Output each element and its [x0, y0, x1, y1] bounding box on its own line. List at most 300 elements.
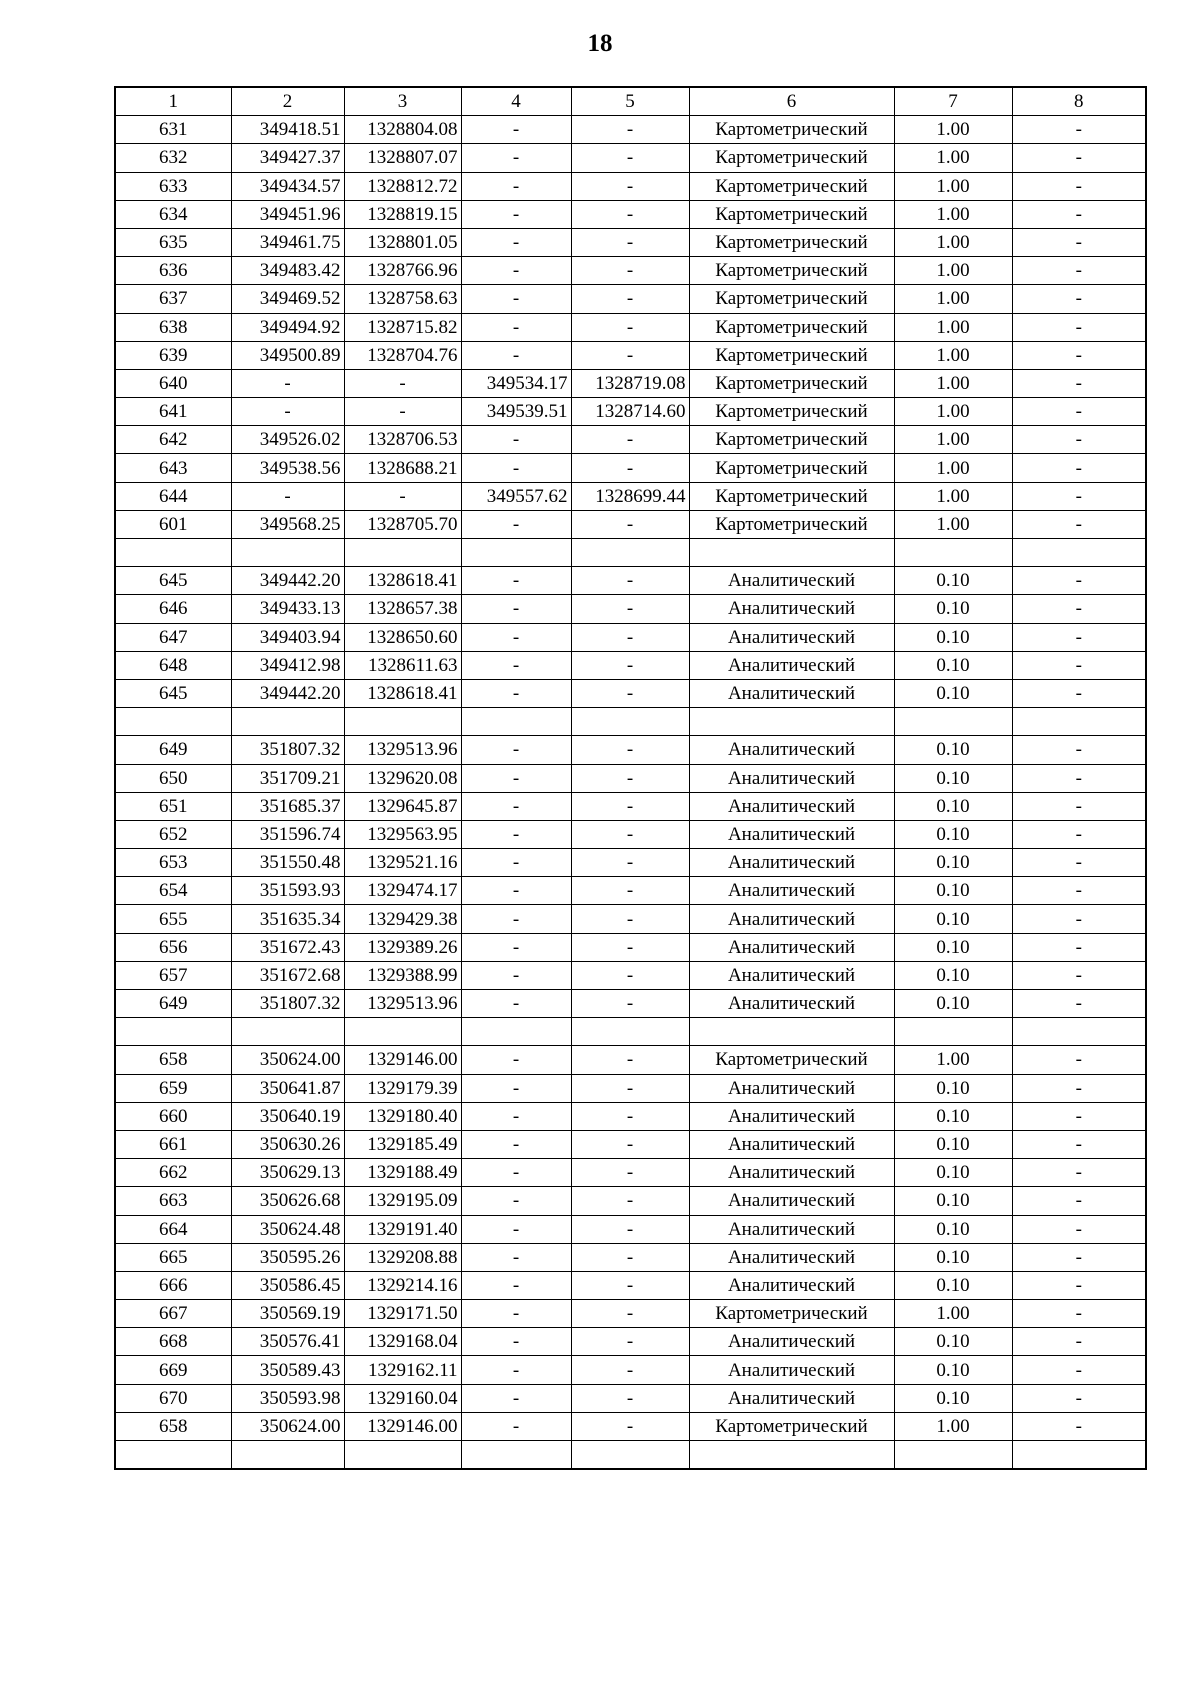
- table-cell: -: [231, 398, 344, 426]
- table-cell: 0.10: [894, 1187, 1012, 1215]
- table-cell: -: [461, 510, 571, 538]
- table-cell: 1.00: [894, 1412, 1012, 1440]
- table-cell: -: [571, 736, 689, 764]
- table-row: [115, 1215, 1146, 1243]
- table-cell: [344, 708, 461, 736]
- table-cell: -: [461, 285, 571, 313]
- table-cell: 349442.20: [231, 679, 344, 707]
- table-row: [115, 1243, 1146, 1271]
- table-cell: 0.10: [894, 1243, 1012, 1271]
- table-cell: 634: [115, 200, 231, 228]
- table-cell: 647: [115, 623, 231, 651]
- table-cell: 0.10: [894, 567, 1012, 595]
- table-cell: [461, 539, 571, 567]
- table-cell: 642: [115, 426, 231, 454]
- table-cell: Картометрический: [689, 172, 894, 200]
- table-cell: [894, 1018, 1012, 1046]
- table-cell: 351807.32: [231, 990, 344, 1018]
- table-cell: [894, 708, 1012, 736]
- table-row: [115, 1412, 1146, 1440]
- page-number: 18: [587, 30, 613, 57]
- table-cell: 0.10: [894, 1215, 1012, 1243]
- table-cell: 0.10: [894, 820, 1012, 848]
- table-cell: 1329160.04: [344, 1384, 461, 1412]
- table-row: [115, 905, 1146, 933]
- table-cell: -: [1012, 172, 1146, 200]
- table-cell: -: [344, 398, 461, 426]
- table-cell: Картометрический: [689, 285, 894, 313]
- table-cell: -: [461, 172, 571, 200]
- table-cell: [231, 708, 344, 736]
- table-cell: -: [1012, 313, 1146, 341]
- table-cell: 0.10: [894, 1271, 1012, 1299]
- table-cell: 650: [115, 764, 231, 792]
- table-row: [115, 341, 1146, 369]
- table-cell: Картометрический: [689, 116, 894, 144]
- table-cell: -: [571, 792, 689, 820]
- table-cell: -: [571, 1300, 689, 1328]
- table-row: [115, 679, 1146, 707]
- table-cell: -: [461, 1300, 571, 1328]
- table-cell: -: [571, 200, 689, 228]
- table-cell: 1.00: [894, 144, 1012, 172]
- table-cell: 1329645.87: [344, 792, 461, 820]
- table-cell: 0.10: [894, 595, 1012, 623]
- table-cell: -: [1012, 398, 1146, 426]
- table-cell: -: [571, 933, 689, 961]
- table-cell: Аналитический: [689, 1243, 894, 1271]
- table-cell: 349434.57: [231, 172, 344, 200]
- table-cell: 656: [115, 933, 231, 961]
- table-cell: 351596.74: [231, 820, 344, 848]
- table-cell: 1328719.08: [571, 369, 689, 397]
- table-cell: 1329563.95: [344, 820, 461, 848]
- table-cell: 641: [115, 398, 231, 426]
- table-cell: -: [461, 651, 571, 679]
- table-cell: [461, 708, 571, 736]
- table-cell: 0.10: [894, 736, 1012, 764]
- table-cell: -: [1012, 1130, 1146, 1158]
- table-cell: 633: [115, 172, 231, 200]
- table-cell: 1328715.82: [344, 313, 461, 341]
- table-cell: -: [571, 764, 689, 792]
- table-cell: 1.00: [894, 426, 1012, 454]
- table-cell: Картометрический: [689, 482, 894, 510]
- column-header: 8: [1012, 87, 1146, 116]
- table-cell: Картометрический: [689, 313, 894, 341]
- table-cell: 0.10: [894, 651, 1012, 679]
- table-cell: -: [461, 1102, 571, 1130]
- table-cell: 1329214.16: [344, 1271, 461, 1299]
- table-cell: [461, 1018, 571, 1046]
- table-cell: 350586.45: [231, 1271, 344, 1299]
- table-cell: Картометрический: [689, 1300, 894, 1328]
- table-cell: Картометрический: [689, 426, 894, 454]
- table-cell: 1.00: [894, 1046, 1012, 1074]
- table-row: [115, 961, 1146, 989]
- table-row: [115, 1384, 1146, 1412]
- table-cell: -: [1012, 1046, 1146, 1074]
- table-cell: -: [461, 792, 571, 820]
- table-row: [115, 257, 1146, 285]
- table-cell: -: [1012, 736, 1146, 764]
- table-cell: 351593.93: [231, 877, 344, 905]
- table-cell: 1329388.99: [344, 961, 461, 989]
- table-cell: -: [1012, 651, 1146, 679]
- table-cell: -: [461, 877, 571, 905]
- table-cell: 1329195.09: [344, 1187, 461, 1215]
- table-cell: -: [571, 313, 689, 341]
- table-cell: 1329513.96: [344, 736, 461, 764]
- table-row: [115, 454, 1146, 482]
- table-cell: 1.00: [894, 341, 1012, 369]
- table-cell: 645: [115, 567, 231, 595]
- table-cell: 651: [115, 792, 231, 820]
- table-cell: 1.00: [894, 369, 1012, 397]
- table-cell: 1328618.41: [344, 679, 461, 707]
- table-cell: 1.00: [894, 510, 1012, 538]
- table-cell: 1.00: [894, 172, 1012, 200]
- table-cell: -: [461, 820, 571, 848]
- table-cell: 1328705.70: [344, 510, 461, 538]
- table-cell: -: [571, 172, 689, 200]
- table-cell: 349461.75: [231, 228, 344, 256]
- table-cell: -: [1012, 228, 1146, 256]
- table-cell: [344, 539, 461, 567]
- table-cell: 639: [115, 341, 231, 369]
- table-cell: 0.10: [894, 1159, 1012, 1187]
- table-cell: 601: [115, 510, 231, 538]
- table-cell: Аналитический: [689, 849, 894, 877]
- table-cell: 0.10: [894, 679, 1012, 707]
- column-header: 6: [689, 87, 894, 116]
- table-cell: Картометрический: [689, 369, 894, 397]
- table-cell: [1012, 1441, 1146, 1470]
- table-cell: 1.00: [894, 257, 1012, 285]
- table-row: [115, 651, 1146, 679]
- table-cell: [1012, 708, 1146, 736]
- table-cell: Аналитический: [689, 1074, 894, 1102]
- table-cell: 644: [115, 482, 231, 510]
- table-row: [115, 849, 1146, 877]
- table-cell: 0.10: [894, 1102, 1012, 1130]
- table-cell: 658: [115, 1046, 231, 1074]
- table-header-row: [115, 87, 1146, 116]
- table-cell: -: [461, 679, 571, 707]
- table-cell: -: [1012, 877, 1146, 905]
- table-row: [115, 567, 1146, 595]
- table-cell: -: [1012, 764, 1146, 792]
- table-cell: -: [571, 1356, 689, 1384]
- table-cell: -: [571, 595, 689, 623]
- table-cell: Аналитический: [689, 764, 894, 792]
- table-cell: 0.10: [894, 1384, 1012, 1412]
- table-cell: 1328758.63: [344, 285, 461, 313]
- table-cell: 1329429.38: [344, 905, 461, 933]
- table-cell: 351635.34: [231, 905, 344, 933]
- table-cell: -: [571, 905, 689, 933]
- table-cell: 350576.41: [231, 1328, 344, 1356]
- table-cell: -: [1012, 510, 1146, 538]
- table-cell: Аналитический: [689, 623, 894, 651]
- table-cell: Картометрический: [689, 257, 894, 285]
- table-cell: 1329188.49: [344, 1159, 461, 1187]
- table-cell: 350624.00: [231, 1412, 344, 1440]
- table-cell: [461, 1441, 571, 1470]
- table-cell: [344, 1441, 461, 1470]
- table-cell: Аналитический: [689, 792, 894, 820]
- table-cell: Аналитический: [689, 905, 894, 933]
- table-row: [115, 510, 1146, 538]
- table-cell: Аналитический: [689, 651, 894, 679]
- table-cell: Аналитический: [689, 567, 894, 595]
- table-cell: -: [571, 1384, 689, 1412]
- coordinates-table: [114, 86, 1147, 1470]
- table-cell: [689, 708, 894, 736]
- table-cell: -: [571, 567, 689, 595]
- table-row: [115, 1046, 1146, 1074]
- table-cell: 638: [115, 313, 231, 341]
- table-cell: Аналитический: [689, 736, 894, 764]
- column-header: 1: [115, 87, 231, 116]
- table-cell: 635: [115, 228, 231, 256]
- table-cell: 1328804.08: [344, 116, 461, 144]
- table-cell: 1328819.15: [344, 200, 461, 228]
- table-cell: 1.00: [894, 228, 1012, 256]
- table-cell: -: [571, 990, 689, 1018]
- table-cell: 668: [115, 1328, 231, 1356]
- table-cell: -: [571, 341, 689, 369]
- table-cell: 662: [115, 1159, 231, 1187]
- table-cell: -: [461, 1159, 571, 1187]
- table-cell: 661: [115, 1130, 231, 1158]
- table-cell: [894, 539, 1012, 567]
- table-cell: 350629.13: [231, 1159, 344, 1187]
- table-cell: [689, 539, 894, 567]
- table-cell: -: [461, 933, 571, 961]
- table-row: [115, 228, 1146, 256]
- table-cell: -: [571, 820, 689, 848]
- table-cell: -: [461, 116, 571, 144]
- table-cell: 1.00: [894, 116, 1012, 144]
- table-cell: [571, 708, 689, 736]
- table-row: [115, 820, 1146, 848]
- table-cell: -: [344, 369, 461, 397]
- table-cell: [571, 1018, 689, 1046]
- table-cell: -: [1012, 1356, 1146, 1384]
- table-cell: -: [1012, 1243, 1146, 1271]
- table-cell: 1329162.11: [344, 1356, 461, 1384]
- table-cell: 349418.51: [231, 116, 344, 144]
- table-cell: Аналитический: [689, 1130, 894, 1158]
- table-cell: -: [1012, 1328, 1146, 1356]
- table-cell: [689, 1018, 894, 1046]
- table-cell: Аналитический: [689, 595, 894, 623]
- table-cell: -: [1012, 990, 1146, 1018]
- table-cell: 1328812.72: [344, 172, 461, 200]
- table-cell: 655: [115, 905, 231, 933]
- table-cell: -: [461, 1356, 571, 1384]
- table-cell: [1012, 539, 1146, 567]
- table-cell: 636: [115, 257, 231, 285]
- table-cell: Аналитический: [689, 1215, 894, 1243]
- table-cell: -: [461, 1074, 571, 1102]
- table-cell: 349451.96: [231, 200, 344, 228]
- table-cell: 669: [115, 1356, 231, 1384]
- table-cell: -: [1012, 285, 1146, 313]
- table-cell: [344, 1018, 461, 1046]
- table-cell: Аналитический: [689, 1384, 894, 1412]
- table-cell: 665: [115, 1243, 231, 1271]
- table-cell: 0.10: [894, 877, 1012, 905]
- table-cell: Аналитический: [689, 1102, 894, 1130]
- table-cell: -: [571, 1412, 689, 1440]
- table-cell: -: [461, 313, 571, 341]
- table-row: [115, 398, 1146, 426]
- table-row: [115, 285, 1146, 313]
- table-cell: Картометрический: [689, 454, 894, 482]
- table-cell: 666: [115, 1271, 231, 1299]
- table-cell: [115, 1018, 231, 1046]
- table-cell: 1.00: [894, 398, 1012, 426]
- table-cell: 645: [115, 679, 231, 707]
- table-cell: [571, 1441, 689, 1470]
- table-cell: 631: [115, 116, 231, 144]
- table-cell: Аналитический: [689, 679, 894, 707]
- table-cell: 657: [115, 961, 231, 989]
- table-cell: -: [461, 595, 571, 623]
- table-cell: 349403.94: [231, 623, 344, 651]
- table-cell: Аналитический: [689, 1159, 894, 1187]
- column-header: 7: [894, 87, 1012, 116]
- table-cell: -: [461, 200, 571, 228]
- table-cell: 654: [115, 877, 231, 905]
- table-cell: 0.10: [894, 990, 1012, 1018]
- table-cell: 1329474.17: [344, 877, 461, 905]
- table-cell: -: [461, 144, 571, 172]
- table-cell: -: [1012, 933, 1146, 961]
- table-cell: -: [1012, 1074, 1146, 1102]
- table-cell: -: [1012, 567, 1146, 595]
- table-row: [115, 1102, 1146, 1130]
- table-cell: 350589.43: [231, 1356, 344, 1384]
- table-cell: 1329191.40: [344, 1215, 461, 1243]
- column-header: 3: [344, 87, 461, 116]
- table-row: [115, 116, 1146, 144]
- table-cell: -: [461, 1130, 571, 1158]
- table-cell: Картометрический: [689, 144, 894, 172]
- table-row: [115, 144, 1146, 172]
- table-cell: 1329620.08: [344, 764, 461, 792]
- table-cell: 350624.00: [231, 1046, 344, 1074]
- table-cell: -: [571, 228, 689, 256]
- table-cell: Аналитический: [689, 990, 894, 1018]
- table-row: [115, 369, 1146, 397]
- table-row: [115, 172, 1146, 200]
- table-cell: -: [1012, 200, 1146, 228]
- table-cell: -: [1012, 1384, 1146, 1412]
- table-cell: -: [231, 369, 344, 397]
- table-cell: 350640.19: [231, 1102, 344, 1130]
- table-row: [115, 623, 1146, 651]
- table-cell: -: [571, 144, 689, 172]
- table-cell: 1329513.96: [344, 990, 461, 1018]
- table-cell: 349526.02: [231, 426, 344, 454]
- table-cell: -: [461, 341, 571, 369]
- table-cell: 1328688.21: [344, 454, 461, 482]
- table-cell: -: [571, 1328, 689, 1356]
- table-cell: -: [1012, 482, 1146, 510]
- table-cell: Картометрический: [689, 510, 894, 538]
- table-cell: 1328650.60: [344, 623, 461, 651]
- table-cell: 1328618.41: [344, 567, 461, 595]
- table-cell: -: [1012, 905, 1146, 933]
- table-cell: 0.10: [894, 792, 1012, 820]
- table-row: [115, 1130, 1146, 1158]
- table-cell: -: [571, 116, 689, 144]
- table-spacer-row: [115, 1018, 1146, 1046]
- column-header: 5: [571, 87, 689, 116]
- table-cell: Картометрический: [689, 200, 894, 228]
- table-cell: Аналитический: [689, 933, 894, 961]
- table-cell: 1328704.76: [344, 341, 461, 369]
- table-cell: -: [571, 1187, 689, 1215]
- table-cell: -: [571, 961, 689, 989]
- table-cell: 350595.26: [231, 1243, 344, 1271]
- table-row: [115, 1328, 1146, 1356]
- table-cell: 349412.98: [231, 651, 344, 679]
- table-cell: Аналитический: [689, 1328, 894, 1356]
- table-cell: -: [571, 679, 689, 707]
- table-cell: 643: [115, 454, 231, 482]
- table-cell: -: [461, 1243, 571, 1271]
- table-cell: 351672.43: [231, 933, 344, 961]
- table-cell: 660: [115, 1102, 231, 1130]
- table-cell: 1329389.26: [344, 933, 461, 961]
- table-cell: 659: [115, 1074, 231, 1102]
- table-cell: -: [1012, 595, 1146, 623]
- table-cell: 1328611.63: [344, 651, 461, 679]
- table-cell: [894, 1441, 1012, 1470]
- table-cell: 0.10: [894, 623, 1012, 651]
- table-cell: -: [461, 905, 571, 933]
- table-cell: [571, 539, 689, 567]
- table-cell: -: [1012, 1300, 1146, 1328]
- table-cell: -: [461, 1046, 571, 1074]
- column-header: 2: [231, 87, 344, 116]
- table-cell: 1.00: [894, 454, 1012, 482]
- table-cell: -: [461, 454, 571, 482]
- table-cell: 349538.56: [231, 454, 344, 482]
- table-cell: [689, 1441, 894, 1470]
- table-cell: -: [571, 510, 689, 538]
- table-cell: -: [1012, 849, 1146, 877]
- table-cell: -: [344, 482, 461, 510]
- table-cell: 350593.98: [231, 1384, 344, 1412]
- table-cell: -: [571, 651, 689, 679]
- table-cell: -: [571, 257, 689, 285]
- table-cell: 1329179.39: [344, 1074, 461, 1102]
- table-cell: 1328714.60: [571, 398, 689, 426]
- table-cell: -: [571, 285, 689, 313]
- table-row: [115, 1356, 1146, 1384]
- table-cell: 1.00: [894, 1300, 1012, 1328]
- table-cell: -: [461, 990, 571, 1018]
- table-cell: 663: [115, 1187, 231, 1215]
- table-cell: 0.10: [894, 764, 1012, 792]
- table-row: [115, 426, 1146, 454]
- table-cell: -: [571, 1243, 689, 1271]
